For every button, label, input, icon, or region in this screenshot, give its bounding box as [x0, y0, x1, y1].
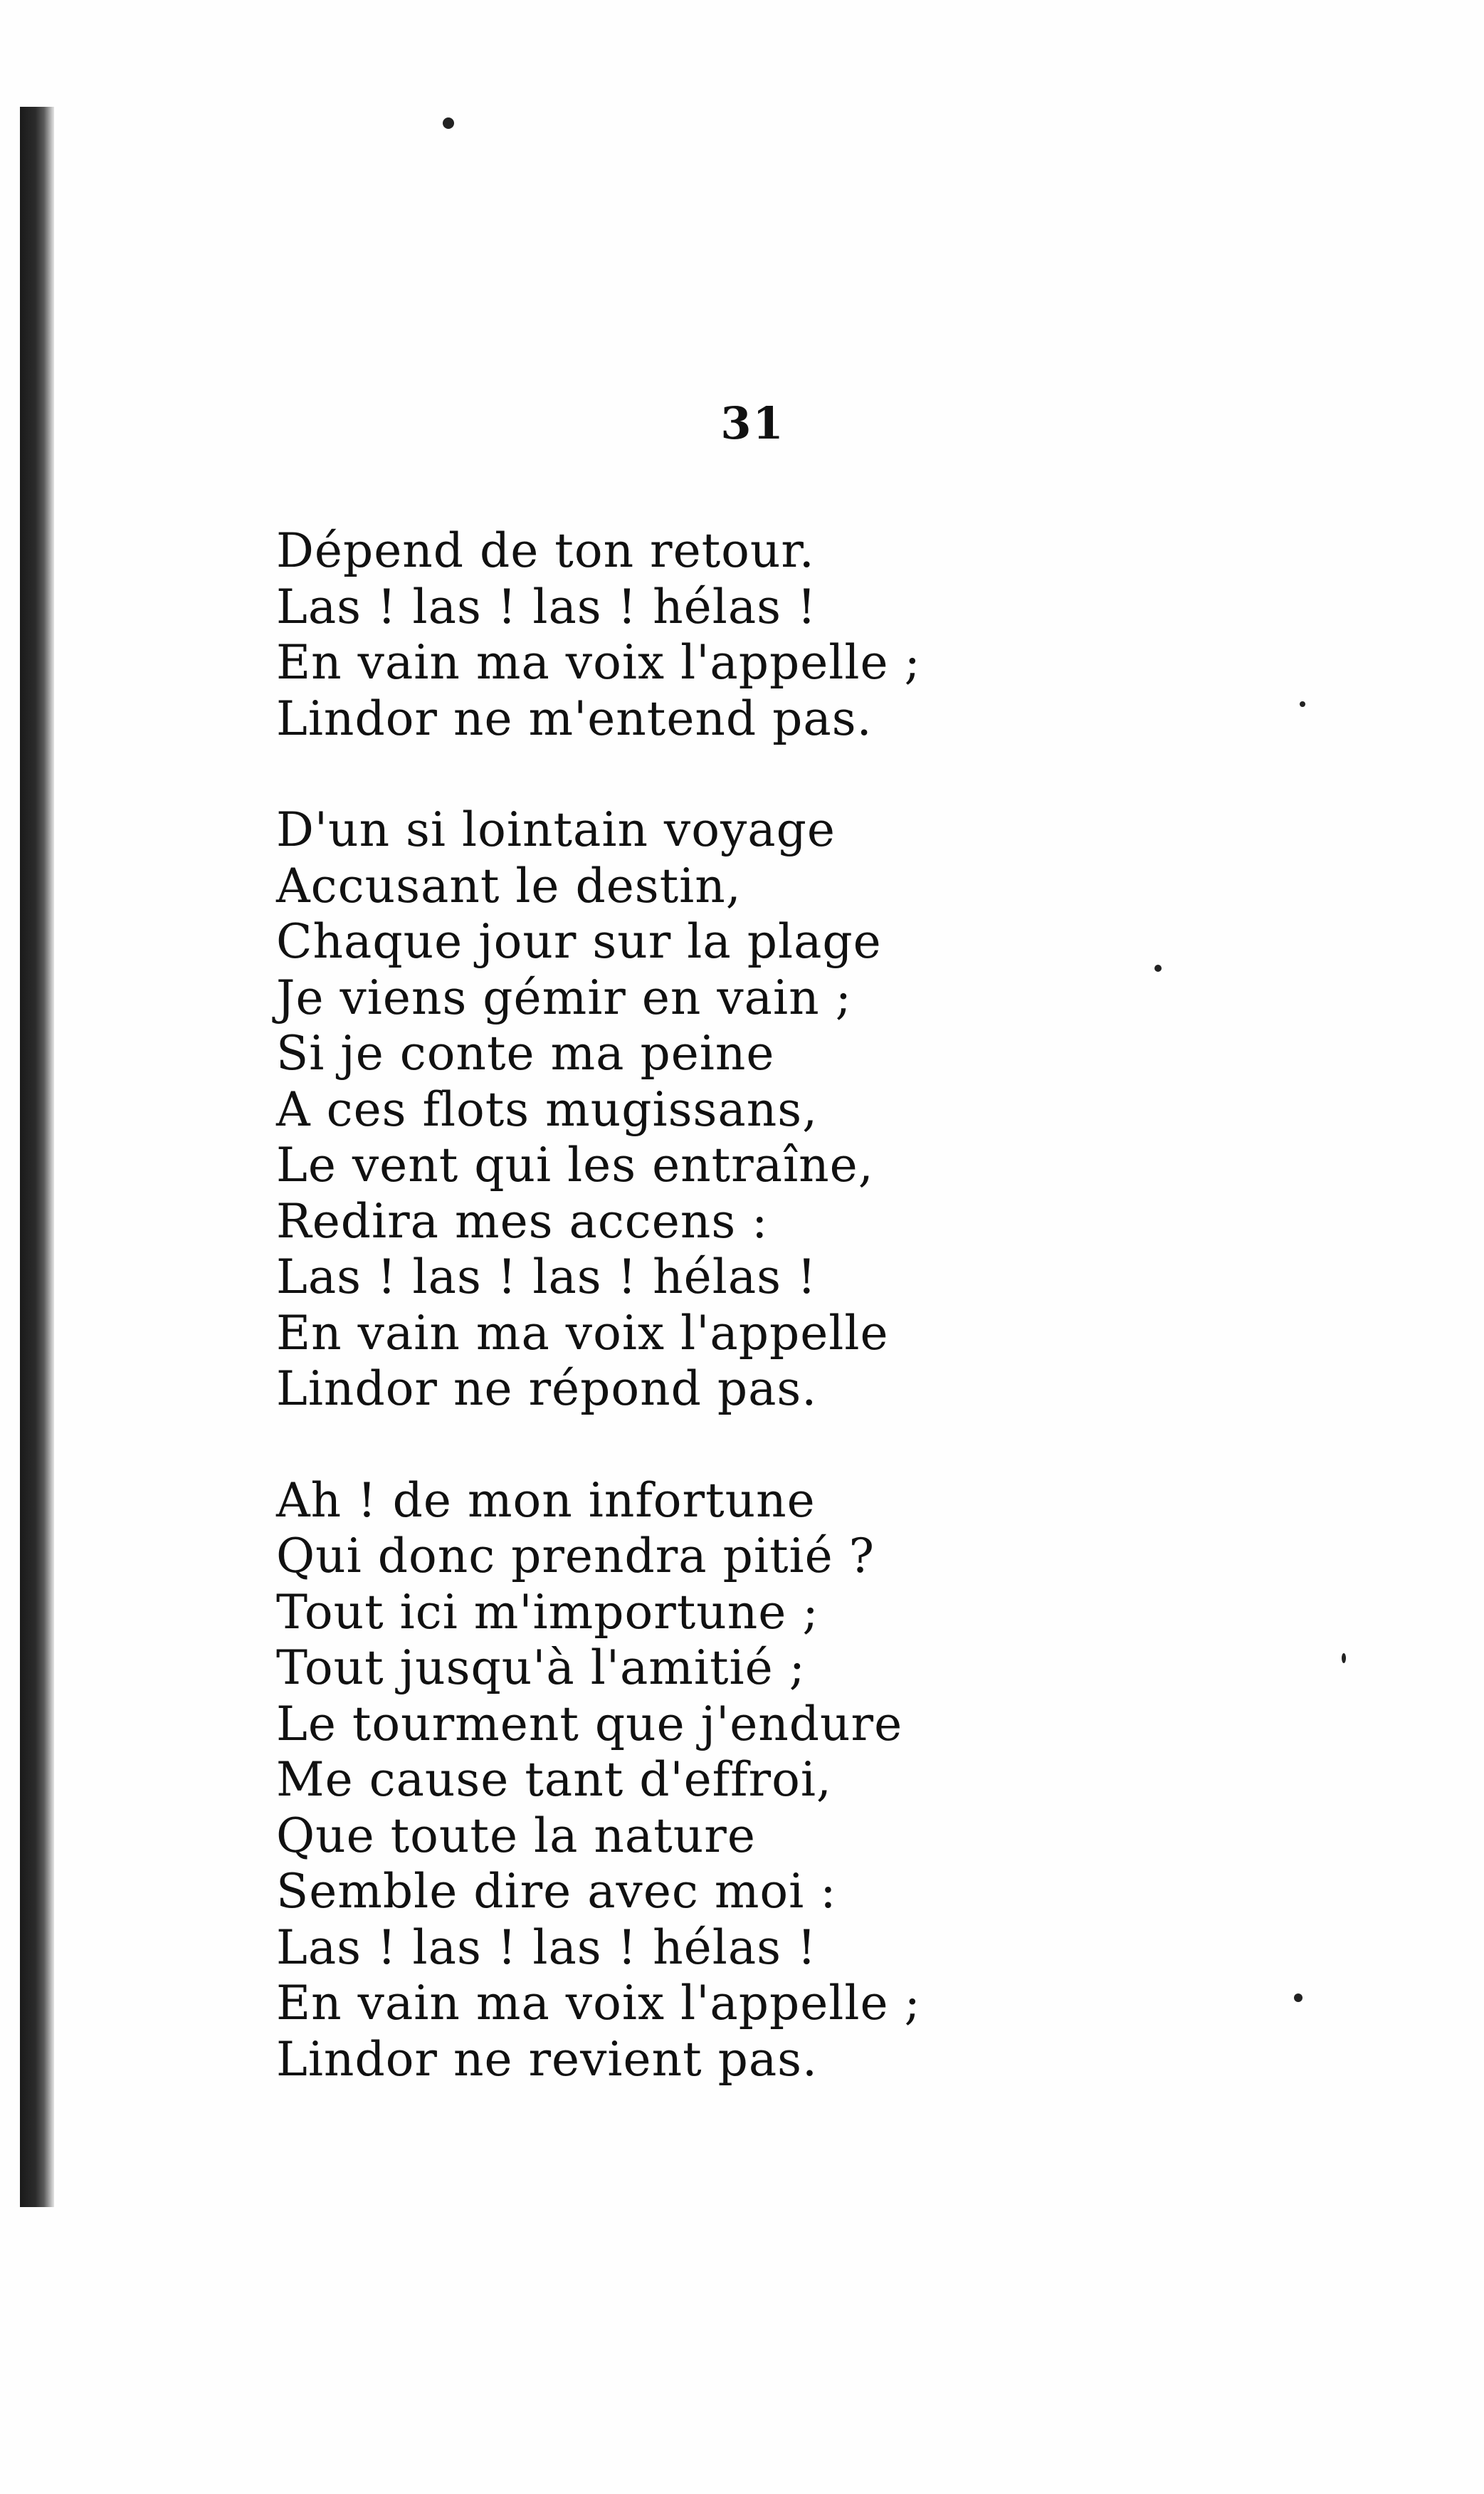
- poem: [276, 523, 1344, 2143]
- poem-line: Las ! las ! las ! hélas !: [276, 1919, 817, 1975]
- poem-line: A ces flots mugissans,: [276, 1081, 819, 1137]
- stanza-3: [276, 1473, 1344, 2088]
- poem-line: Accusant le destin,: [276, 858, 742, 913]
- poem-line: Je viens gémir en vain ;: [276, 970, 852, 1025]
- page-number: 31: [720, 397, 785, 449]
- poem-line: D'un si lointain voyage: [276, 802, 836, 857]
- poem-line: Tout ici m'importune ;: [276, 1584, 819, 1640]
- poem-line: Lindor ne répond pas.: [276, 1361, 818, 1416]
- poem-line: En vain ma voix l'appelle ;: [276, 1976, 921, 2031]
- poem-line: Las ! las ! las ! hélas !: [276, 1249, 817, 1304]
- stanza-2: [276, 802, 1344, 1418]
- poem-line: Lindor ne m'entend pas.: [276, 691, 873, 746]
- poem-line: Las ! las ! las ! hélas !: [276, 579, 817, 634]
- poem-line: En vain ma voix l'appelle ;: [276, 635, 921, 690]
- poem-line: Que toute la nature: [276, 1808, 756, 1863]
- poem-line: En vain ma voix l'appelle: [276, 1305, 889, 1361]
- ink-speck: [443, 117, 454, 129]
- poem-line: Qui donc prendra pitié ?: [276, 1529, 875, 1583]
- poem-line: Le vent qui les entraîne,: [276, 1138, 874, 1193]
- poem-line: Dépend de ton retour.: [276, 523, 815, 578]
- poem-line: Lindor ne revient pas.: [276, 2031, 819, 2087]
- poem-line: Chaque jour sur la plage: [276, 914, 882, 969]
- poem-line: Tout jusqu'à l'amitié ;: [276, 1640, 806, 1695]
- poem-line: Me cause tant d'effroi,: [276, 1752, 832, 1807]
- poem-line: Semble dire avec moi :: [276, 1864, 837, 1919]
- poem-line: Redira mes accens :: [276, 1193, 769, 1249]
- poem-line: Le tourment que j'endure: [276, 1696, 903, 1751]
- poem-line: Ah ! de mon infortune: [276, 1472, 816, 1528]
- stanza-1: [276, 523, 1344, 747]
- poem-line: Si je conte ma peine: [276, 1026, 775, 1081]
